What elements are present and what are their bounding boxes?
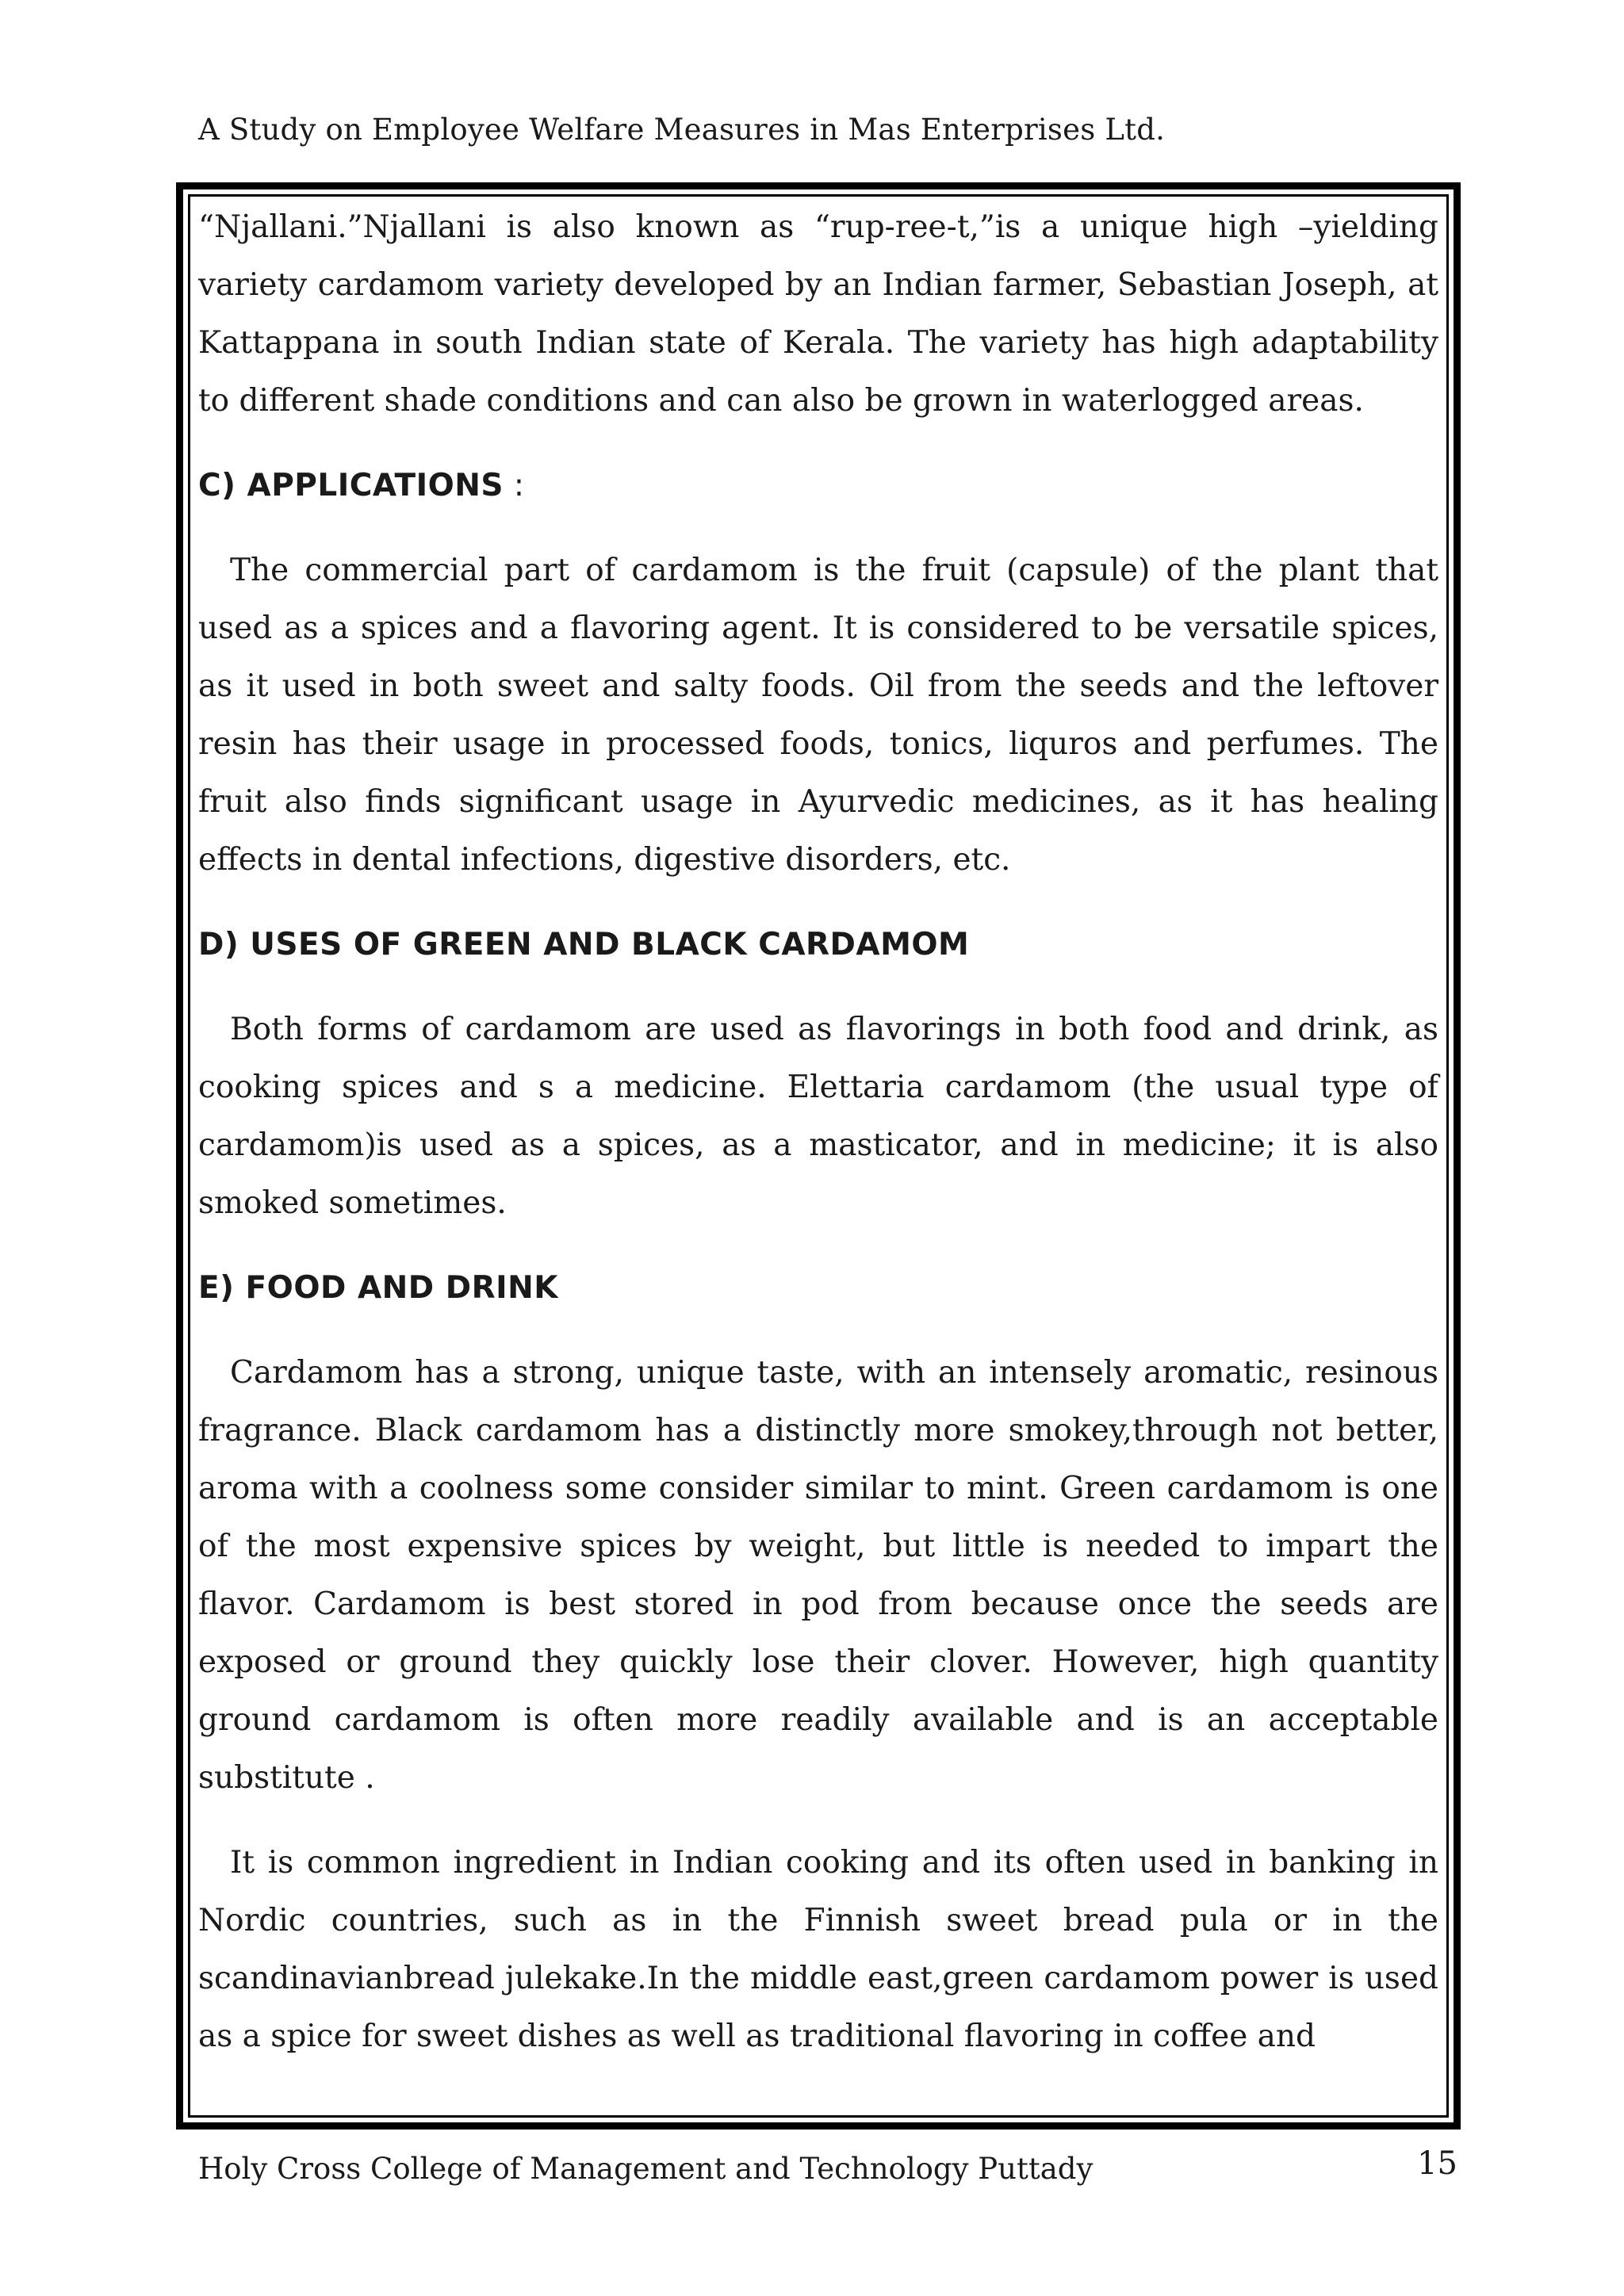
page-footer: Holy Cross College of Management and Technology Puttady bbox=[198, 2152, 1094, 2186]
section-heading-food-and-drink: E) FOOD AND DRINK bbox=[198, 1270, 558, 1306]
section-heading-applications bbox=[198, 457, 1438, 515]
applications-paragraph: The commercial part of cardamom is the fruit (capsule) of the plant that used as a spices and a flavoring agent. It is considered to be versatile spices, as it used in both sweet and salty foods. Oil from the seeds and the leftover resin has their usage in processed foods, tonics, liquros and perfumes. The fruit also finds significant usage in Ayurvedic medicines, as it has healing effects in dental infections, digestive disorders, etc. bbox=[198, 553, 1438, 878]
intro-paragraph: “Njallani.”Njallani is also known as “rup-ree-t,”is a unique high –yielding variety cardamom variety developed by an Indian farmer, Sebastian Joseph, at Kattappana in south Indian state of Kerala. The variety has high adaptability to different shade conditions and can also be grown in waterlogged areas. bbox=[198, 209, 1438, 419]
food-and-drink-paragraph-2: It is common ingredient in Indian cooking and its often used in banking in Nordic countries, such as in the Finnish sweet bread pula or in the scandinavianbread julekake.In the middle east,green cardamom power is used as a spice for sweet dishes as well as traditional flavoring in coffee and bbox=[198, 1845, 1438, 2054]
section-heading-uses: D) USES OF GREEN AND BLACK CARDAMOM bbox=[198, 927, 970, 962]
uses-paragraph: Both forms of cardamom are used as flavorings in both food and drink, as cooking spices and s a medicine. Elettaria cardamom (the usual type of cardamom)is used as a spices, as a masticator, and in medicine; it is also smoked sometimes. bbox=[198, 1012, 1438, 1221]
food-and-drink-paragraph-1: Cardamom has a strong, unique taste, with an intensely aromatic, resinous fragrance. Black cardamom has a distinctly more smokey,through not better, aroma with a coolness some consider similar to mint. Green cardamom is one of the most expensive spices by weight, but little is needed to impart the flavor. Cardamom is best stored in pod from because once the seeds are exposed or ground they quickly lose their clover. However, high quantity ground cardamom is often more readily available and is an acceptable substitute . bbox=[198, 1355, 1438, 1796]
page-content bbox=[198, 198, 1438, 2065]
page-number: 15 bbox=[1417, 2145, 1457, 2182]
section-heading-applications-suffix: : bbox=[504, 468, 525, 503]
page-header: A Study on Employee Welfare Measures in Mas Enterprises Ltd. bbox=[198, 113, 1166, 147]
section-heading-applications-text: C) APPLICATIONS bbox=[198, 468, 504, 503]
